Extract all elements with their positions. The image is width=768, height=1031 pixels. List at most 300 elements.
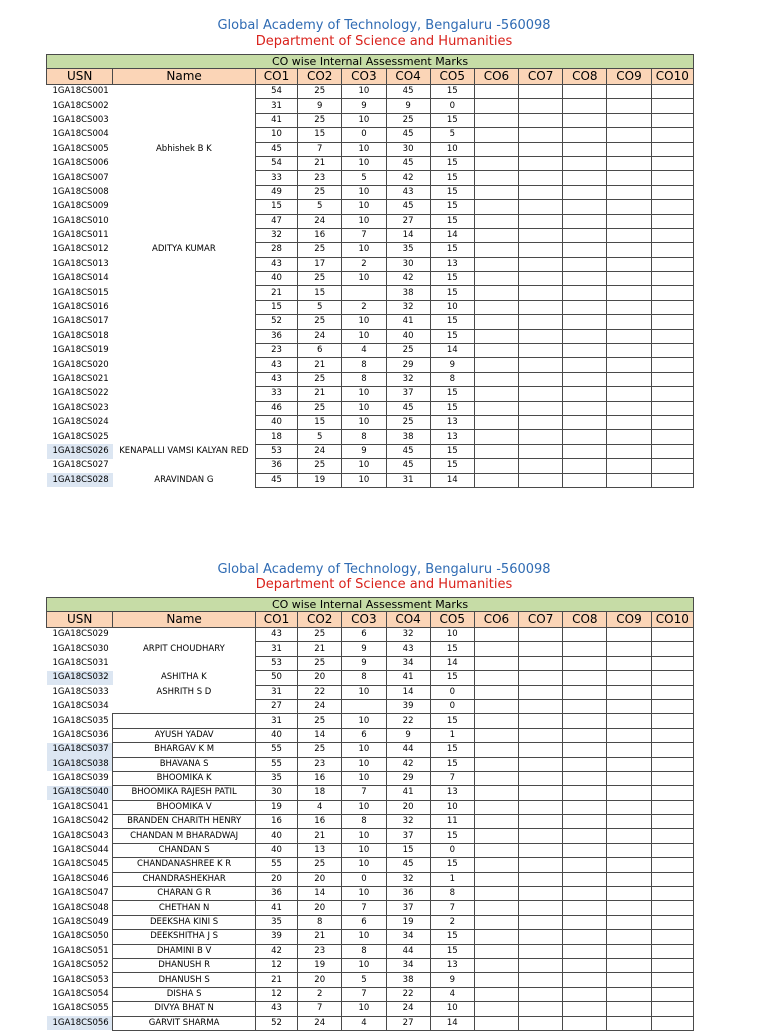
usn-cell: 1GA18CS041 <box>52 801 109 812</box>
co-mark-cell: 4 <box>430 987 474 1001</box>
usn-cell: 1GA18CS026 <box>47 444 113 458</box>
co-mark-cell <box>607 973 651 987</box>
co-mark-cell: 15 <box>430 930 474 944</box>
co-mark-cell <box>651 815 693 829</box>
co-mark-cell <box>519 714 563 728</box>
co-mark-cell <box>474 685 518 699</box>
co-mark-cell <box>607 214 651 228</box>
co-mark-cell <box>651 973 693 987</box>
co-mark-cell <box>651 671 693 685</box>
co-mark-cell: 27 <box>255 699 297 713</box>
co-mark-cell <box>342 699 386 713</box>
co-mark-cell <box>519 671 563 685</box>
co-mark-cell <box>474 987 518 1001</box>
co-mark-cell: 10 <box>342 829 386 843</box>
co-mark-cell: 43 <box>255 628 297 642</box>
table-row <box>47 156 694 170</box>
co-mark-cell <box>474 656 518 670</box>
co-mark-cell: 37 <box>386 387 430 401</box>
co-mark-cell: 46 <box>255 401 297 415</box>
co-mark-cell <box>563 142 607 156</box>
co-mark-cell <box>563 344 607 358</box>
co-mark-cell <box>607 829 651 843</box>
table-row <box>47 656 694 670</box>
co-mark-cell <box>563 728 607 742</box>
name-cell: DHANUSH R <box>113 958 256 972</box>
co-mark-cell: 10 <box>430 300 474 314</box>
co-mark-cell: 20 <box>298 872 342 886</box>
co-mark-cell <box>519 872 563 886</box>
co-mark-cell: 9 <box>342 99 386 113</box>
co-mark-cell <box>474 915 518 929</box>
co-mark-cell: 41 <box>255 113 297 127</box>
usn-cell: 1GA18CS055 <box>52 1003 109 1014</box>
co-mark-cell <box>519 987 563 1001</box>
co-mark-cell: 12 <box>255 958 297 972</box>
co-mark-cell <box>607 771 651 785</box>
co-mark-cell <box>607 930 651 944</box>
table-row <box>47 171 694 185</box>
table-row <box>47 329 694 343</box>
co-mark-cell <box>607 444 651 458</box>
co-mark-cell: 7 <box>342 987 386 1001</box>
table-row <box>47 344 694 358</box>
usn-cell: 1GA18CS028 <box>47 473 113 487</box>
co-mark-cell: 35 <box>386 243 430 257</box>
co-mark-cell: 10 <box>430 800 474 814</box>
co-mark-cell: 15 <box>430 156 474 170</box>
name-cell: KENAPALLI VAMSI KALYAN RED <box>119 445 249 456</box>
name-cell <box>113 628 256 642</box>
column-header: CO5 <box>430 612 474 628</box>
co-mark-cell <box>474 714 518 728</box>
table-row <box>47 430 694 444</box>
co-mark-cell <box>474 843 518 857</box>
co-mark-cell: 10 <box>342 843 386 857</box>
co-mark-cell: 37 <box>386 901 430 915</box>
table-row <box>47 272 694 286</box>
co-mark-cell: 36 <box>255 459 297 473</box>
co-mark-cell: 15 <box>430 214 474 228</box>
co-mark-cell: 32 <box>386 872 430 886</box>
table-row <box>47 987 694 1001</box>
co-mark-cell <box>519 415 563 429</box>
co-mark-cell <box>563 228 607 242</box>
co-mark-cell <box>519 944 563 958</box>
co-mark-cell: 9 <box>430 973 474 987</box>
usn-cell: 1GA18CS044 <box>52 845 109 856</box>
co-mark-cell: 23 <box>298 944 342 958</box>
usn-cell: 1GA18CS035 <box>52 715 109 726</box>
table-row <box>47 714 694 728</box>
co-mark-cell <box>519 1002 563 1016</box>
table-row <box>47 829 694 843</box>
column-header: CO8 <box>563 612 607 628</box>
co-mark-cell: 43 <box>386 642 430 656</box>
usn-cell: 1GA18CS051 <box>52 945 109 956</box>
co-mark-cell: 32 <box>386 628 430 642</box>
co-mark-cell: 13 <box>430 786 474 800</box>
co-mark-cell <box>563 786 607 800</box>
co-mark-cell <box>519 243 563 257</box>
co-mark-cell: 25 <box>298 185 342 199</box>
co-mark-cell: 27 <box>386 1016 430 1030</box>
co-mark-cell: 15 <box>430 642 474 656</box>
co-mark-cell <box>519 272 563 286</box>
co-mark-cell <box>519 387 563 401</box>
co-mark-cell: 42 <box>386 171 430 185</box>
co-mark-cell <box>474 858 518 872</box>
co-mark-cell <box>474 430 518 444</box>
co-mark-cell <box>474 699 518 713</box>
co-mark-cell: 52 <box>255 1016 297 1030</box>
co-mark-cell: 15 <box>430 401 474 415</box>
co-mark-cell <box>474 329 518 343</box>
co-mark-cell: 15 <box>255 300 297 314</box>
co-mark-cell: 23 <box>298 171 342 185</box>
co-mark-cell: 14 <box>430 473 474 487</box>
banner-row <box>47 598 694 612</box>
co-mark-cell <box>651 872 693 886</box>
table-banner: CO wise Internal Assessment Marks <box>47 55 694 69</box>
co-mark-cell: 43 <box>255 372 297 386</box>
co-mark-cell <box>519 1016 563 1030</box>
table-row <box>47 185 694 199</box>
co-mark-cell <box>474 459 518 473</box>
co-mark-cell: 35 <box>255 771 297 785</box>
co-mark-cell: 10 <box>342 887 386 901</box>
co-mark-cell <box>651 800 693 814</box>
usn-cell: 1GA18CS004 <box>52 129 109 140</box>
co-mark-cell: 8 <box>342 430 386 444</box>
co-mark-cell <box>563 915 607 929</box>
co-mark-cell <box>563 699 607 713</box>
co-mark-cell <box>563 887 607 901</box>
co-mark-cell: 6 <box>298 344 342 358</box>
co-mark-cell: 21 <box>298 829 342 843</box>
co-mark-cell <box>607 142 651 156</box>
usn-cell: 1GA18CS027 <box>52 460 109 471</box>
co-mark-cell <box>519 973 563 987</box>
name-cell: CHANDAN M BHARADWAJ <box>113 829 256 843</box>
co-mark-cell: 36 <box>255 887 297 901</box>
co-mark-cell: 10 <box>342 415 386 429</box>
name-cell: BHOOMIKA V <box>113 800 256 814</box>
marks-sheet-1 <box>46 54 694 488</box>
co-mark-cell: 47 <box>255 214 297 228</box>
co-mark-cell <box>651 171 693 185</box>
co-mark-cell: 10 <box>342 156 386 170</box>
co-mark-cell <box>563 387 607 401</box>
co-mark-cell <box>563 642 607 656</box>
co-mark-cell <box>563 944 607 958</box>
co-mark-cell <box>563 473 607 487</box>
co-mark-cell: 10 <box>342 387 386 401</box>
name-cell: DHAMINI B V <box>113 944 256 958</box>
table-row <box>47 815 694 829</box>
co-mark-cell <box>474 358 518 372</box>
co-mark-cell: 21 <box>298 156 342 170</box>
co-mark-cell: 4 <box>342 1016 386 1030</box>
co-mark-cell: 36 <box>386 887 430 901</box>
table-row <box>47 757 694 771</box>
usn-cell: 1GA18CS016 <box>52 302 109 313</box>
column-header: USN <box>47 612 113 628</box>
co-mark-cell: 10 <box>342 214 386 228</box>
co-mark-cell <box>474 958 518 972</box>
co-mark-cell: 43 <box>386 185 430 199</box>
co-mark-cell <box>563 156 607 170</box>
co-mark-cell <box>474 200 518 214</box>
co-mark-cell <box>607 815 651 829</box>
co-mark-cell <box>607 329 651 343</box>
co-mark-cell <box>519 372 563 386</box>
table-row <box>47 415 694 429</box>
usn-cell: 1GA18CS056 <box>47 1016 113 1030</box>
co-mark-cell <box>651 415 693 429</box>
co-mark-cell: 24 <box>386 1002 430 1016</box>
co-mark-cell <box>474 171 518 185</box>
table-row <box>47 930 694 944</box>
name-cell: ASHRITH S D <box>156 686 212 697</box>
co-mark-cell <box>607 800 651 814</box>
co-mark-cell: 30 <box>386 142 430 156</box>
co-mark-cell <box>607 401 651 415</box>
co-mark-cell: 25 <box>298 372 342 386</box>
co-mark-cell: 10 <box>342 800 386 814</box>
co-mark-cell: 8 <box>342 815 386 829</box>
co-mark-cell: 15 <box>430 944 474 958</box>
co-mark-cell <box>563 286 607 300</box>
table-row <box>47 473 694 487</box>
name-cell <box>113 358 256 372</box>
name-cell: DIVYA BHAT N <box>113 1002 256 1016</box>
co-mark-cell: 31 <box>255 685 297 699</box>
co-mark-cell: 20 <box>255 872 297 886</box>
usn-cell: 1GA18CS029 <box>52 629 109 640</box>
co-mark-cell: 9 <box>386 99 430 113</box>
usn-cell: 1GA18CS010 <box>52 215 109 226</box>
co-mark-cell <box>519 930 563 944</box>
co-mark-cell: 33 <box>255 171 297 185</box>
co-mark-cell: 40 <box>255 272 297 286</box>
co-mark-cell <box>474 944 518 958</box>
co-mark-cell: 10 <box>342 185 386 199</box>
table-row <box>47 915 694 929</box>
co-mark-cell <box>563 685 607 699</box>
name-cell: ADITYA KUMAR <box>152 244 216 255</box>
co-mark-cell: 39 <box>386 699 430 713</box>
co-mark-cell: 15 <box>430 714 474 728</box>
co-mark-cell: 19 <box>255 800 297 814</box>
co-mark-cell <box>519 786 563 800</box>
co-mark-cell <box>474 372 518 386</box>
co-mark-cell <box>651 444 693 458</box>
co-mark-cell: 10 <box>342 858 386 872</box>
name-cell: CHANDANASHREE K R <box>113 858 256 872</box>
usn-cell: 1GA18CS003 <box>52 114 109 125</box>
usn-cell: 1GA18CS019 <box>52 345 109 356</box>
co-mark-cell: 21 <box>298 358 342 372</box>
co-mark-cell: 43 <box>255 257 297 271</box>
co-mark-cell <box>651 1016 693 1030</box>
co-mark-cell: 50 <box>255 671 297 685</box>
usn-cell: 1GA18CS048 <box>52 902 109 913</box>
co-mark-cell <box>607 714 651 728</box>
co-mark-cell <box>607 430 651 444</box>
co-mark-cell <box>342 286 386 300</box>
co-mark-cell: 45 <box>386 401 430 415</box>
co-mark-cell <box>519 473 563 487</box>
co-mark-cell: 42 <box>255 944 297 958</box>
co-mark-cell <box>607 99 651 113</box>
co-mark-cell <box>563 300 607 314</box>
co-mark-cell <box>474 872 518 886</box>
usn-cell: 1GA18CS053 <box>52 974 109 985</box>
co-mark-cell: 0 <box>430 843 474 857</box>
co-mark-cell: 8 <box>298 915 342 929</box>
co-mark-cell: 13 <box>430 257 474 271</box>
co-mark-cell <box>563 843 607 857</box>
co-mark-cell: 20 <box>298 973 342 987</box>
co-mark-cell <box>651 257 693 271</box>
co-mark-cell: 45 <box>255 473 297 487</box>
co-mark-cell <box>651 243 693 257</box>
usn-cell: 1GA18CS024 <box>52 417 109 428</box>
table-row <box>47 887 694 901</box>
usn-cell: 1GA18CS047 <box>52 888 109 899</box>
co-mark-cell <box>563 987 607 1001</box>
co-mark-cell <box>651 300 693 314</box>
co-mark-cell: 53 <box>255 656 297 670</box>
co-mark-cell: 19 <box>298 958 342 972</box>
usn-cell: 1GA18CS042 <box>52 816 109 827</box>
co-mark-cell <box>474 628 518 642</box>
name-cell <box>113 401 256 415</box>
co-mark-cell <box>651 128 693 142</box>
co-mark-cell: 14 <box>386 228 430 242</box>
co-mark-cell: 45 <box>386 200 430 214</box>
name-cell <box>113 171 256 185</box>
co-mark-cell <box>651 286 693 300</box>
co-mark-cell <box>519 200 563 214</box>
co-mark-cell <box>651 113 693 127</box>
table-banner: CO wise Internal Assessment Marks <box>47 598 694 612</box>
usn-cell: 1GA18CS040 <box>47 786 113 800</box>
name-cell <box>113 200 256 214</box>
column-header: CO6 <box>474 612 518 628</box>
co-mark-cell: 35 <box>255 915 297 929</box>
usn-cell: 1GA18CS054 <box>52 988 109 999</box>
co-mark-cell: 13 <box>430 958 474 972</box>
co-mark-cell <box>563 272 607 286</box>
co-mark-cell: 18 <box>255 430 297 444</box>
co-mark-cell: 15 <box>255 200 297 214</box>
co-mark-cell <box>519 430 563 444</box>
co-mark-cell <box>563 315 607 329</box>
co-mark-cell: 45 <box>386 459 430 473</box>
co-mark-cell: 15 <box>298 286 342 300</box>
co-mark-cell <box>651 757 693 771</box>
co-mark-cell <box>474 415 518 429</box>
co-mark-cell <box>519 185 563 199</box>
table-row <box>47 444 694 458</box>
co-mark-cell <box>563 415 607 429</box>
table-row <box>47 800 694 814</box>
co-mark-cell: 29 <box>386 358 430 372</box>
co-mark-cell: 31 <box>386 473 430 487</box>
co-mark-cell <box>563 329 607 343</box>
co-mark-cell <box>651 728 693 742</box>
co-mark-cell <box>651 315 693 329</box>
co-mark-cell <box>607 656 651 670</box>
marks-table <box>46 597 694 1031</box>
co-mark-cell <box>563 829 607 843</box>
co-mark-cell: 21 <box>298 642 342 656</box>
co-mark-cell: 7 <box>342 901 386 915</box>
co-mark-cell <box>519 958 563 972</box>
name-cell <box>113 99 256 113</box>
usn-cell: 1GA18CS030 <box>52 643 109 654</box>
co-mark-cell: 7 <box>298 1002 342 1016</box>
co-mark-cell: 5 <box>430 128 474 142</box>
co-mark-cell: 25 <box>298 401 342 415</box>
co-mark-cell <box>474 85 518 99</box>
column-header: CO6 <box>474 69 518 85</box>
co-mark-cell: 45 <box>255 142 297 156</box>
co-mark-cell <box>607 387 651 401</box>
co-mark-cell: 5 <box>342 973 386 987</box>
co-mark-cell: 14 <box>430 656 474 670</box>
co-mark-cell: 7 <box>342 786 386 800</box>
co-mark-cell <box>563 372 607 386</box>
co-mark-cell <box>563 113 607 127</box>
co-mark-cell: 14 <box>430 1016 474 1030</box>
co-mark-cell <box>474 113 518 127</box>
co-mark-cell <box>563 430 607 444</box>
co-mark-cell: 16 <box>298 228 342 242</box>
table-row <box>47 671 694 685</box>
co-mark-cell <box>519 329 563 343</box>
co-mark-cell: 29 <box>386 771 430 785</box>
name-cell <box>113 329 256 343</box>
usn-cell: 1GA18CS032 <box>47 671 113 685</box>
table-row <box>47 200 694 214</box>
co-mark-cell: 45 <box>386 858 430 872</box>
usn-cell: 1GA18CS022 <box>52 388 109 399</box>
co-mark-cell <box>607 1016 651 1030</box>
co-mark-cell: 24 <box>298 1016 342 1030</box>
co-mark-cell <box>519 699 563 713</box>
co-mark-cell <box>651 843 693 857</box>
co-mark-cell: 10 <box>342 113 386 127</box>
column-header: CO7 <box>519 69 563 85</box>
name-cell: Abhishek B K <box>155 143 212 154</box>
usn-cell: 1GA18CS052 <box>52 960 109 971</box>
co-mark-cell <box>607 699 651 713</box>
co-mark-cell <box>563 358 607 372</box>
co-mark-cell: 16 <box>255 815 297 829</box>
co-mark-cell <box>519 915 563 929</box>
co-mark-cell: 33 <box>255 387 297 401</box>
usn-cell: 1GA18CS045 <box>52 859 109 870</box>
co-mark-cell: 25 <box>298 743 342 757</box>
co-mark-cell: 43 <box>255 358 297 372</box>
co-mark-cell: 40 <box>255 728 297 742</box>
column-header: Name <box>113 612 256 628</box>
usn-cell: 1GA18CS007 <box>52 172 109 183</box>
co-mark-cell: 40 <box>386 329 430 343</box>
